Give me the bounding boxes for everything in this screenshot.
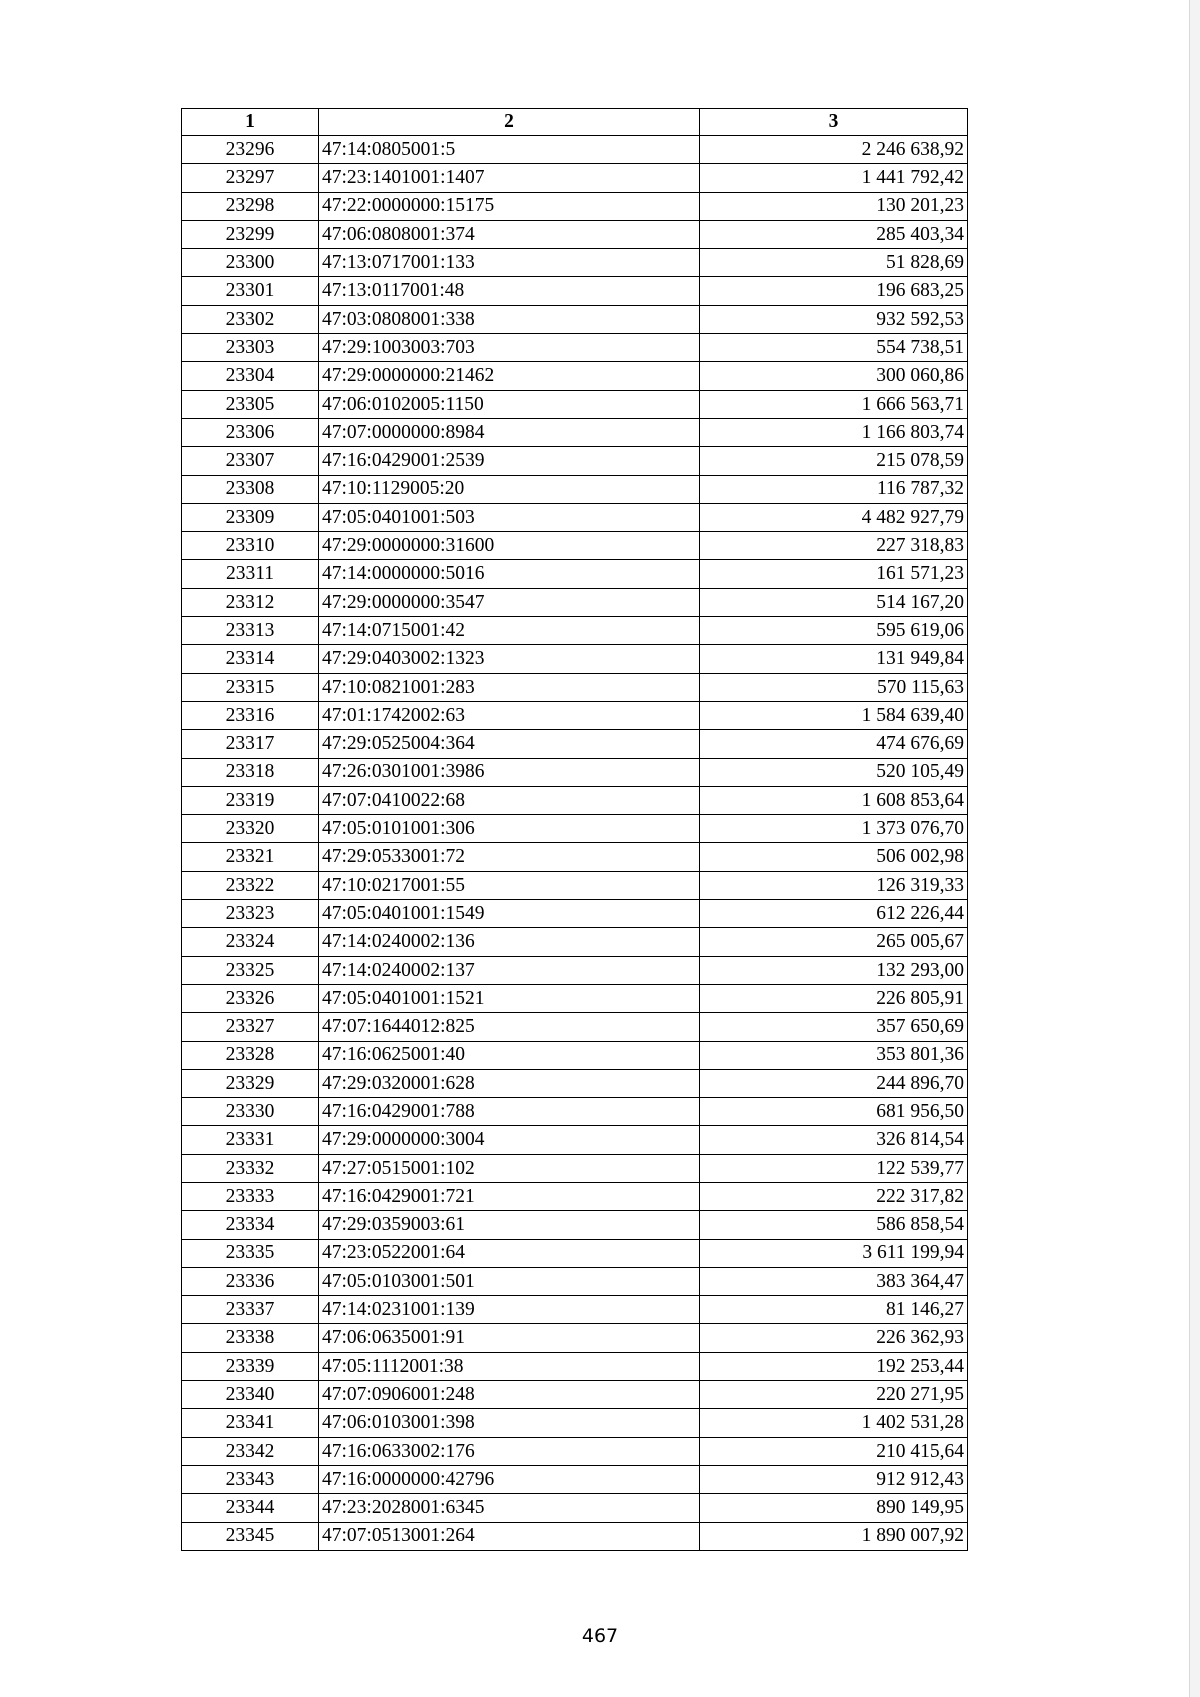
row-number-cell: 23334 xyxy=(182,1211,319,1239)
column-header-1: 1 xyxy=(182,109,319,136)
cadastral-value-cell: 932 592,53 xyxy=(700,305,968,333)
cadastral-value-cell: 1 373 076,70 xyxy=(700,815,968,843)
header-row xyxy=(182,109,968,136)
row-number-cell: 23296 xyxy=(182,136,319,164)
cadastral-number-cell: 47:29:0403002:1323 xyxy=(319,645,700,673)
row-number-cell: 23341 xyxy=(182,1409,319,1437)
table-row xyxy=(182,503,968,531)
cadastral-number-cell: 47:14:0000000:5016 xyxy=(319,560,700,588)
cadastral-value-cell: 222 317,82 xyxy=(700,1182,968,1210)
cadastral-number-cell: 47:29:0533001:72 xyxy=(319,843,700,871)
cadastral-value-cell: 612 226,44 xyxy=(700,900,968,928)
cadastral-number-cell: 47:07:0906001:248 xyxy=(319,1381,700,1409)
row-number-cell: 23345 xyxy=(182,1522,319,1550)
cadastral-value-cell: 1 666 563,71 xyxy=(700,390,968,418)
cadastral-number-cell: 47:16:0429001:721 xyxy=(319,1182,700,1210)
table-row xyxy=(182,192,968,220)
row-number-cell: 23326 xyxy=(182,984,319,1012)
row-number-cell: 23307 xyxy=(182,447,319,475)
table-row xyxy=(182,928,968,956)
cadastral-value-cell: 474 676,69 xyxy=(700,730,968,758)
table-row xyxy=(182,786,968,814)
cadastral-value-cell: 227 318,83 xyxy=(700,532,968,560)
cadastral-value-cell: 192 253,44 xyxy=(700,1352,968,1380)
cadastral-number-cell: 47:05:1112001:38 xyxy=(319,1352,700,1380)
table-row xyxy=(182,560,968,588)
row-number-cell: 23330 xyxy=(182,1098,319,1126)
table-row xyxy=(182,843,968,871)
table-row xyxy=(182,334,968,362)
row-number-cell: 23306 xyxy=(182,418,319,446)
table-body xyxy=(182,136,968,1551)
cadastral-number-cell: 47:23:1401001:1407 xyxy=(319,164,700,192)
row-number-cell: 23343 xyxy=(182,1465,319,1493)
cadastral-value-cell: 226 805,91 xyxy=(700,984,968,1012)
cadastral-number-cell: 47:26:0301001:3986 xyxy=(319,758,700,786)
cadastral-value-cell: 1 890 007,92 xyxy=(700,1522,968,1550)
cadastral-value-cell: 130 201,23 xyxy=(700,192,968,220)
cadastral-value-cell: 383 364,47 xyxy=(700,1267,968,1295)
table-row xyxy=(182,1352,968,1380)
row-number-cell: 23317 xyxy=(182,730,319,758)
row-number-cell: 23312 xyxy=(182,588,319,616)
cadastral-number-cell: 47:16:0000000:42796 xyxy=(319,1465,700,1493)
cadastral-number-cell: 47:29:0000000:21462 xyxy=(319,362,700,390)
cadastral-number-cell: 47:29:0320001:628 xyxy=(319,1069,700,1097)
cadastral-value-cell: 132 293,00 xyxy=(700,956,968,984)
table-row xyxy=(182,1069,968,1097)
cadastral-value-cell: 265 005,67 xyxy=(700,928,968,956)
cadastral-number-cell: 47:29:0359003:61 xyxy=(319,1211,700,1239)
row-number-cell: 23335 xyxy=(182,1239,319,1267)
cadastral-value-cell: 226 362,93 xyxy=(700,1324,968,1352)
table-row xyxy=(182,1211,968,1239)
row-number-cell: 23339 xyxy=(182,1352,319,1380)
row-number-cell: 23308 xyxy=(182,475,319,503)
table-row xyxy=(182,447,968,475)
cadastral-number-cell: 47:10:0217001:55 xyxy=(319,871,700,899)
row-number-cell: 23328 xyxy=(182,1041,319,1069)
table-row xyxy=(182,984,968,1012)
row-number-cell: 23311 xyxy=(182,560,319,588)
cadastral-value-cell: 506 002,98 xyxy=(700,843,968,871)
cadastral-value-cell: 357 650,69 xyxy=(700,1013,968,1041)
cadastral-number-cell: 47:06:0102005:1150 xyxy=(319,390,700,418)
cadastral-number-cell: 47:29:0000000:3004 xyxy=(319,1126,700,1154)
cadastral-value-cell: 520 105,49 xyxy=(700,758,968,786)
table-row xyxy=(182,418,968,446)
page-edge xyxy=(1189,0,1200,1697)
row-number-cell: 23313 xyxy=(182,617,319,645)
cadastral-value-cell: 1 608 853,64 xyxy=(700,786,968,814)
table-row xyxy=(182,1522,968,1550)
cadastral-value-cell: 326 814,54 xyxy=(700,1126,968,1154)
cadastral-number-cell: 47:29:0525004:364 xyxy=(319,730,700,758)
cadastral-number-cell: 47:23:0522001:64 xyxy=(319,1239,700,1267)
cadastral-number-cell: 47:16:0429001:2539 xyxy=(319,447,700,475)
row-number-cell: 23327 xyxy=(182,1013,319,1041)
row-number-cell: 23329 xyxy=(182,1069,319,1097)
table-row xyxy=(182,645,968,673)
cadastral-number-cell: 47:14:0240002:137 xyxy=(319,956,700,984)
table-row xyxy=(182,588,968,616)
cadastral-number-cell: 47:05:0401001:503 xyxy=(319,503,700,531)
page-number: 467 xyxy=(581,1625,619,1647)
cadastral-value-cell: 1 402 531,28 xyxy=(700,1409,968,1437)
table-row xyxy=(182,1154,968,1182)
row-number-cell: 23301 xyxy=(182,277,319,305)
table-row xyxy=(182,1381,968,1409)
cadastral-number-cell: 47:01:1742002:63 xyxy=(319,701,700,729)
table-row xyxy=(182,1182,968,1210)
cadastral-value-cell: 1 166 803,74 xyxy=(700,418,968,446)
cadastral-value-cell: 300 060,86 xyxy=(700,362,968,390)
cadastral-value-cell: 2 246 638,92 xyxy=(700,136,968,164)
cadastral-number-cell: 47:07:0410022:68 xyxy=(319,786,700,814)
row-number-cell: 23316 xyxy=(182,701,319,729)
cadastral-number-cell: 47:07:0000000:8984 xyxy=(319,418,700,446)
table-row xyxy=(182,900,968,928)
cadastral-number-cell: 47:10:0821001:283 xyxy=(319,673,700,701)
table-row xyxy=(182,1013,968,1041)
row-number-cell: 23302 xyxy=(182,305,319,333)
row-number-cell: 23314 xyxy=(182,645,319,673)
cadastral-number-cell: 47:07:1644012:825 xyxy=(319,1013,700,1041)
cadastral-value-cell: 554 738,51 xyxy=(700,334,968,362)
cadastral-number-cell: 47:14:0240002:136 xyxy=(319,928,700,956)
row-number-cell: 23299 xyxy=(182,220,319,248)
table-row xyxy=(182,673,968,701)
cadastral-value-cell: 215 078,59 xyxy=(700,447,968,475)
cadastral-value-cell: 196 683,25 xyxy=(700,277,968,305)
cadastral-number-cell: 47:29:1003003:703 xyxy=(319,334,700,362)
cadastral-number-cell: 47:14:0805001:5 xyxy=(319,136,700,164)
table-row xyxy=(182,1041,968,1069)
table-row xyxy=(182,1296,968,1324)
table-row xyxy=(182,1494,968,1522)
row-number-cell: 23323 xyxy=(182,900,319,928)
cadastral-value-cell: 514 167,20 xyxy=(700,588,968,616)
cadastral-value-cell: 353 801,36 xyxy=(700,1041,968,1069)
cadastral-value-cell: 595 619,06 xyxy=(700,617,968,645)
cadastral-value-cell: 51 828,69 xyxy=(700,249,968,277)
row-number-cell: 23305 xyxy=(182,390,319,418)
table-row xyxy=(182,220,968,248)
cadastral-number-cell: 47:14:0715001:42 xyxy=(319,617,700,645)
cadastral-number-cell: 47:27:0515001:102 xyxy=(319,1154,700,1182)
column-header-2: 2 xyxy=(319,109,700,136)
cadastral-number-cell: 47:29:0000000:3547 xyxy=(319,588,700,616)
row-number-cell: 23337 xyxy=(182,1296,319,1324)
cadastral-value-cell: 4 482 927,79 xyxy=(700,503,968,531)
table-row xyxy=(182,1465,968,1493)
table-row xyxy=(182,1239,968,1267)
cadastral-number-cell: 47:07:0513001:264 xyxy=(319,1522,700,1550)
row-number-cell: 23344 xyxy=(182,1494,319,1522)
cadastral-number-cell: 47:05:0103001:501 xyxy=(319,1267,700,1295)
cadastral-number-cell: 47:06:0808001:374 xyxy=(319,220,700,248)
table-row xyxy=(182,701,968,729)
cadastral-value-cell: 1 584 639,40 xyxy=(700,701,968,729)
cadastral-number-cell: 47:13:0717001:133 xyxy=(319,249,700,277)
row-number-cell: 23340 xyxy=(182,1381,319,1409)
cadastral-number-cell: 47:06:0103001:398 xyxy=(319,1409,700,1437)
table-row xyxy=(182,815,968,843)
cadastral-value-cell: 1 441 792,42 xyxy=(700,164,968,192)
cadastral-number-cell: 47:05:0401001:1549 xyxy=(319,900,700,928)
row-number-cell: 23298 xyxy=(182,192,319,220)
table-row xyxy=(182,617,968,645)
row-number-cell: 23342 xyxy=(182,1437,319,1465)
cadastral-number-cell: 47:13:0117001:48 xyxy=(319,277,700,305)
cadastral-value-cell: 681 956,50 xyxy=(700,1098,968,1126)
cadastral-value-cell: 912 912,43 xyxy=(700,1465,968,1493)
cadastral-number-cell: 47:14:0231001:139 xyxy=(319,1296,700,1324)
cadastral-value-cell: 161 571,23 xyxy=(700,560,968,588)
row-number-cell: 23331 xyxy=(182,1126,319,1154)
table-row xyxy=(182,362,968,390)
row-number-cell: 23338 xyxy=(182,1324,319,1352)
cadastral-value-cell: 586 858,54 xyxy=(700,1211,968,1239)
table-header xyxy=(182,109,968,136)
table-row xyxy=(182,277,968,305)
cadastral-number-cell: 47:05:0401001:1521 xyxy=(319,984,700,1012)
table-row xyxy=(182,730,968,758)
row-number-cell: 23324 xyxy=(182,928,319,956)
row-number-cell: 23322 xyxy=(182,871,319,899)
cadastral-number-cell: 47:23:2028001:6345 xyxy=(319,1494,700,1522)
table-row xyxy=(182,1098,968,1126)
table-row xyxy=(182,164,968,192)
cadastral-value-cell: 890 149,95 xyxy=(700,1494,968,1522)
row-number-cell: 23304 xyxy=(182,362,319,390)
table-row xyxy=(182,1324,968,1352)
cadastral-number-cell: 47:16:0625001:40 xyxy=(319,1041,700,1069)
row-number-cell: 23303 xyxy=(182,334,319,362)
row-number-cell: 23315 xyxy=(182,673,319,701)
row-number-cell: 23300 xyxy=(182,249,319,277)
table-row xyxy=(182,758,968,786)
table-row xyxy=(182,956,968,984)
column-header-3: 3 xyxy=(700,109,968,136)
cadastral-value-cell: 244 896,70 xyxy=(700,1069,968,1097)
table-row xyxy=(182,136,968,164)
cadastral-number-cell: 47:22:0000000:15175 xyxy=(319,192,700,220)
cadastral-value-cell: 81 146,27 xyxy=(700,1296,968,1324)
row-number-cell: 23297 xyxy=(182,164,319,192)
row-number-cell: 23318 xyxy=(182,758,319,786)
row-number-cell: 23319 xyxy=(182,786,319,814)
table-row xyxy=(182,249,968,277)
cadastral-number-cell: 47:03:0808001:338 xyxy=(319,305,700,333)
cadastral-value-cell: 285 403,34 xyxy=(700,220,968,248)
table-row xyxy=(182,1409,968,1437)
table-row xyxy=(182,1126,968,1154)
row-number-cell: 23310 xyxy=(182,532,319,560)
row-number-cell: 23309 xyxy=(182,503,319,531)
cadastral-number-cell: 47:10:1129005:20 xyxy=(319,475,700,503)
table-row xyxy=(182,475,968,503)
table-row xyxy=(182,305,968,333)
cadastral-value-cell: 126 319,33 xyxy=(700,871,968,899)
row-number-cell: 23333 xyxy=(182,1182,319,1210)
cadastral-value-cell: 3 611 199,94 xyxy=(700,1239,968,1267)
row-number-cell: 23325 xyxy=(182,956,319,984)
table-row xyxy=(182,532,968,560)
table-row xyxy=(182,1437,968,1465)
cadastral-value-cell: 131 949,84 xyxy=(700,645,968,673)
cadastral-value-cell: 220 271,95 xyxy=(700,1381,968,1409)
cadastral-number-cell: 47:16:0633002:176 xyxy=(319,1437,700,1465)
cadastral-value-cell: 570 115,63 xyxy=(700,673,968,701)
cadastral-number-cell: 47:29:0000000:31600 xyxy=(319,532,700,560)
row-number-cell: 23332 xyxy=(182,1154,319,1182)
cadastral-number-cell: 47:06:0635001:91 xyxy=(319,1324,700,1352)
table-row xyxy=(182,871,968,899)
cadastral-value-cell: 116 787,32 xyxy=(700,475,968,503)
cadastral-value-table xyxy=(181,108,968,1551)
row-number-cell: 23336 xyxy=(182,1267,319,1295)
row-number-cell: 23321 xyxy=(182,843,319,871)
table-row xyxy=(182,1267,968,1295)
cadastral-value-cell: 122 539,77 xyxy=(700,1154,968,1182)
cadastral-number-cell: 47:05:0101001:306 xyxy=(319,815,700,843)
cadastral-number-cell: 47:16:0429001:788 xyxy=(319,1098,700,1126)
table-row xyxy=(182,390,968,418)
cadastral-value-cell: 210 415,64 xyxy=(700,1437,968,1465)
row-number-cell: 23320 xyxy=(182,815,319,843)
